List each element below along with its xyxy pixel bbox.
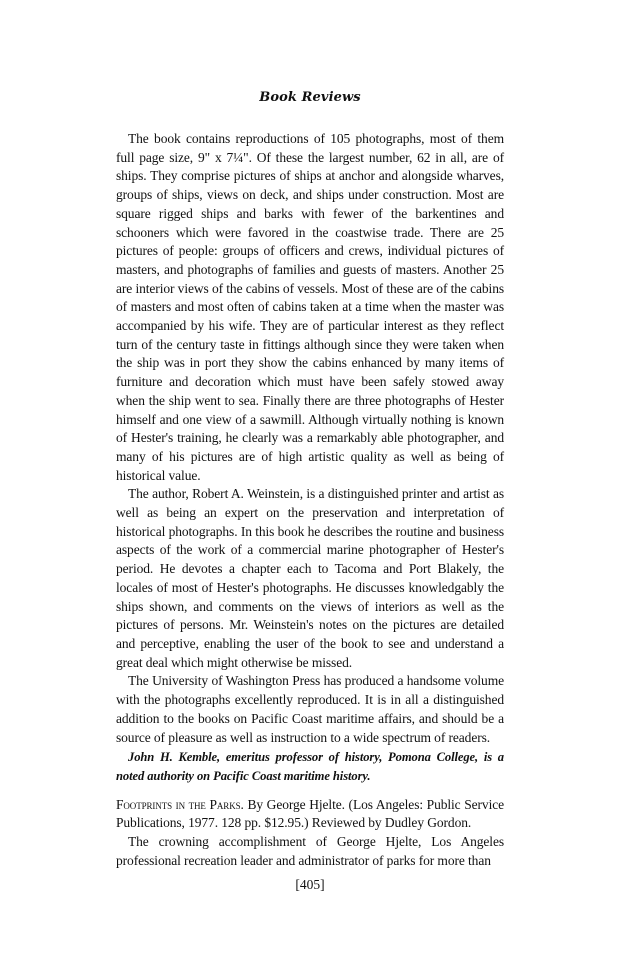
reviewer-note: John H. Kemble, emeritus professor of history, Pomona College, is a noted authority on Pacific Coast maritime history. (116, 750, 504, 783)
paragraph-publisher: The University of Washington Press has produced a handsome volume with the photographs excellently reproduced. It is in all a distinguished addition to the books on Pacific Coast maritime affairs, and should be a source of pleasure as well as instruction to a wide spectrum of readers. (116, 673, 504, 745)
page-number: [405] (295, 877, 325, 892)
citation-details: By George Hjelte. (Los Angeles: Public Service Publications, 1977. 128 pp. $12.95.) Reviewed by Dudley Gordon. (116, 796, 505, 831)
running-head: Book Reviews (259, 90, 361, 105)
citation-title: Footprints in the Parks. (116, 796, 244, 812)
paragraph-hjelte: The crowning accomplishment of George Hjelte, Los Angeles professional recreation leader and administrator of parks for more than (116, 834, 504, 868)
review-body (116, 130, 504, 870)
paragraph-author: The author, Robert A. Weinstein, is a distinguished printer and artist as well as being an expert on the preservation and interpretation of historical photographs. In this book he describes the routine and business aspects of the work of a commercial marine photographer of Hester's period. He devotes a chapter each to Tacoma and Port Blakely, the locales of most of Hester's photographs. He discusses knowledgably the ships shown, and comments on the views of interiors as well as the pictures of persons. Mr. Weinstein's notes on the pictures are detailed and perceptive, enabling the user of the book to see and understand a great deal which might otherwise be missed. (116, 486, 504, 670)
book-citation (116, 796, 504, 833)
paragraph-photographs: The book contains reproductions of 105 photographs, most of them full page size, 9" x 7¼". Of these the largest number, 62 in all, are of ships. They comprise pictures of ships at anchor and alongside wharves, groups of ships, views on deck, and ships under construction. Most are square rigged ships and barks with fewer of the barkentines and schooners which were favored in the coastwise trade. There are 25 pictures of people: groups of officers and crews, individual pictures of masters, and photographs of families and guests of masters. Another 25 are interior views of the cabins of vessels. Most of these are of the cabins of masters and most often of cabins taken at a time when the master was accompanied by his wife. They are of particular interest as they reflect turn of the century taste in fittings although since they were taken when the ship was in port they show the cabins enhanced by many items of furniture and decoration which must have been safely stowed away when the ship went to sea. Finally there are three photographs of Hester himself and one view of a sawmill. Although virtually nothing is known of Hester's training, he clearly was a remarkably able photographer, and many of his pictures are of high artistic quality as well as being of historical value. (116, 131, 504, 483)
